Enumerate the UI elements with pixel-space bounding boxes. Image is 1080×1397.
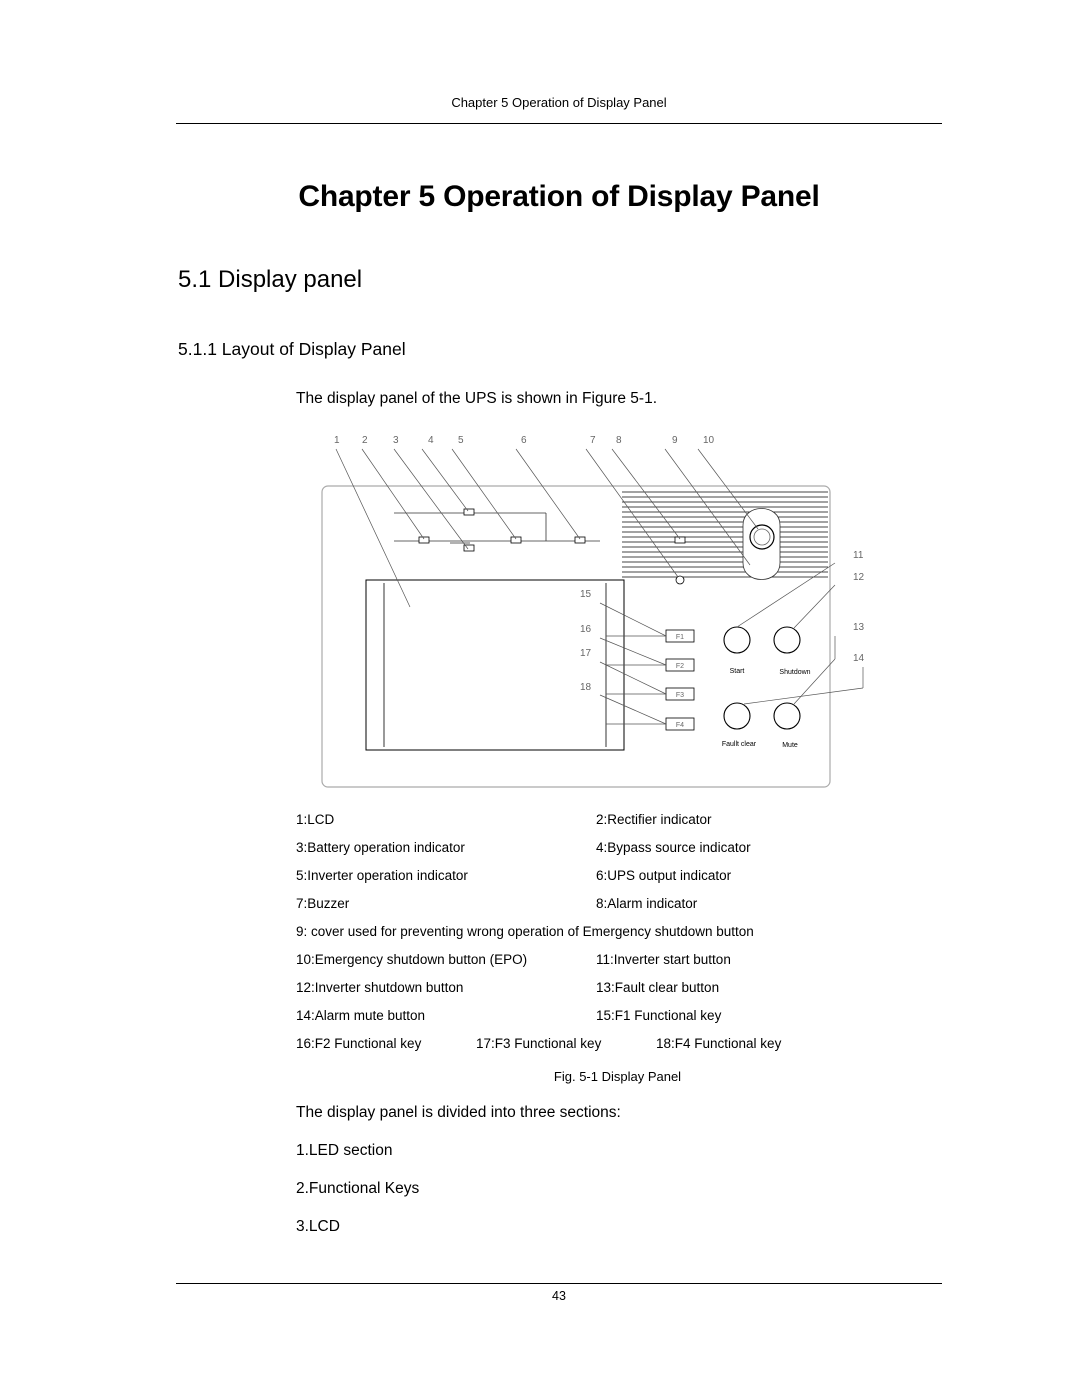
callout-3: 3 [393,435,399,446]
header-rule [176,123,942,124]
legend-item-4: 4:Bypass source indicator [596,840,751,855]
legend-item-14: 14:Alarm mute button [296,1008,426,1023]
legend-item-8: 8:Alarm indicator [596,896,698,911]
callout-4: 4 [428,435,434,446]
callout-8: 8 [616,435,622,446]
legend-item-3: 3:Battery operation indicator [296,840,465,855]
legend-item-13: 13:Fault clear button [596,980,720,995]
function-key-labels [676,634,684,729]
legend-item-11: 11:Inverter start button [596,952,731,967]
sections-intro: The display panel is divided into three sections: [296,1104,621,1121]
legend-item-16: 16:F2 Functional key [296,1036,422,1051]
legend-item-12: 12:Inverter shutdown button [296,980,464,995]
callout-15: 15 [580,589,592,600]
subsection-title: 5.1.1 Layout of Display Panel [178,339,406,359]
callout-1: 1 [334,435,340,446]
shutdown-label: Shutdown [779,669,811,676]
display-panel-figure [310,425,870,797]
buzzer [676,576,684,584]
function-keys [666,630,694,730]
list-item: 1.LED section [296,1142,393,1159]
list-item: 2.Functional Keys [296,1180,420,1197]
legend-item-5: 5:Inverter operation indicator [296,868,468,883]
callout-18: 18 [580,682,592,693]
callout-17: 17 [580,648,592,659]
section-title: 5.1 Display panel [178,266,363,293]
chapter-title: Chapter 5 Operation of Display Panel [298,180,820,213]
callout-2: 2 [362,435,368,446]
legend-item-1: 1:LCD [296,812,335,827]
page-number: 43 [552,1289,566,1303]
control-buttons [724,627,800,729]
figure-caption: Fig. 5-1 Display Panel [553,1069,682,1084]
callout-12: 12 [853,572,865,583]
key-f4-label: F4 [675,722,685,729]
callout-16: 16 [580,624,592,635]
intro-paragraph: The display panel of the UPS is shown in Figure 5-1. [296,390,657,407]
callout-13: 13 [853,622,865,633]
callout-6: 6 [521,435,527,446]
mute-label: Mute [782,742,798,749]
callout-14: 14 [853,653,865,664]
footer-rule [176,1283,942,1284]
callout-11: 11 [853,550,864,561]
callout-10: 10 [703,435,715,446]
legend-item-17: 17:F3 Functional key [476,1036,602,1051]
vent-grille [622,492,828,577]
led-indicators [419,509,685,551]
key-f3-label: F3 [675,692,685,699]
legend-item-15: 15:F1 Functional key [596,1008,722,1023]
legend-item-7: 7:Buzzer [296,896,350,911]
legend-item-9: 9: cover used for preventing wrong operation of Emergency shutdown button [296,924,754,939]
callout-9: 9 [672,435,678,446]
callout-7: 7 [590,435,596,446]
legend-item-18: 18:F4 Functional key [656,1036,782,1051]
legend-item-10: 10:Emergency shutdown button (EPO) [296,952,528,967]
legend-item-6: 6:UPS output indicator [596,868,732,883]
start-label: Start [729,668,745,675]
legend-item-2: 2:Rectifier indicator [596,812,712,827]
list-item: 3.LCD [296,1218,340,1235]
running-header: Chapter 5 Operation of Display Panel [451,95,667,110]
callout-5: 5 [458,435,464,446]
lcd-screen [366,580,624,750]
fault-clear-label: Faullt clear [721,741,757,748]
key-f1-label: F1 [675,634,685,641]
key-f2-label: F2 [675,663,685,670]
epo-button [750,525,774,549]
